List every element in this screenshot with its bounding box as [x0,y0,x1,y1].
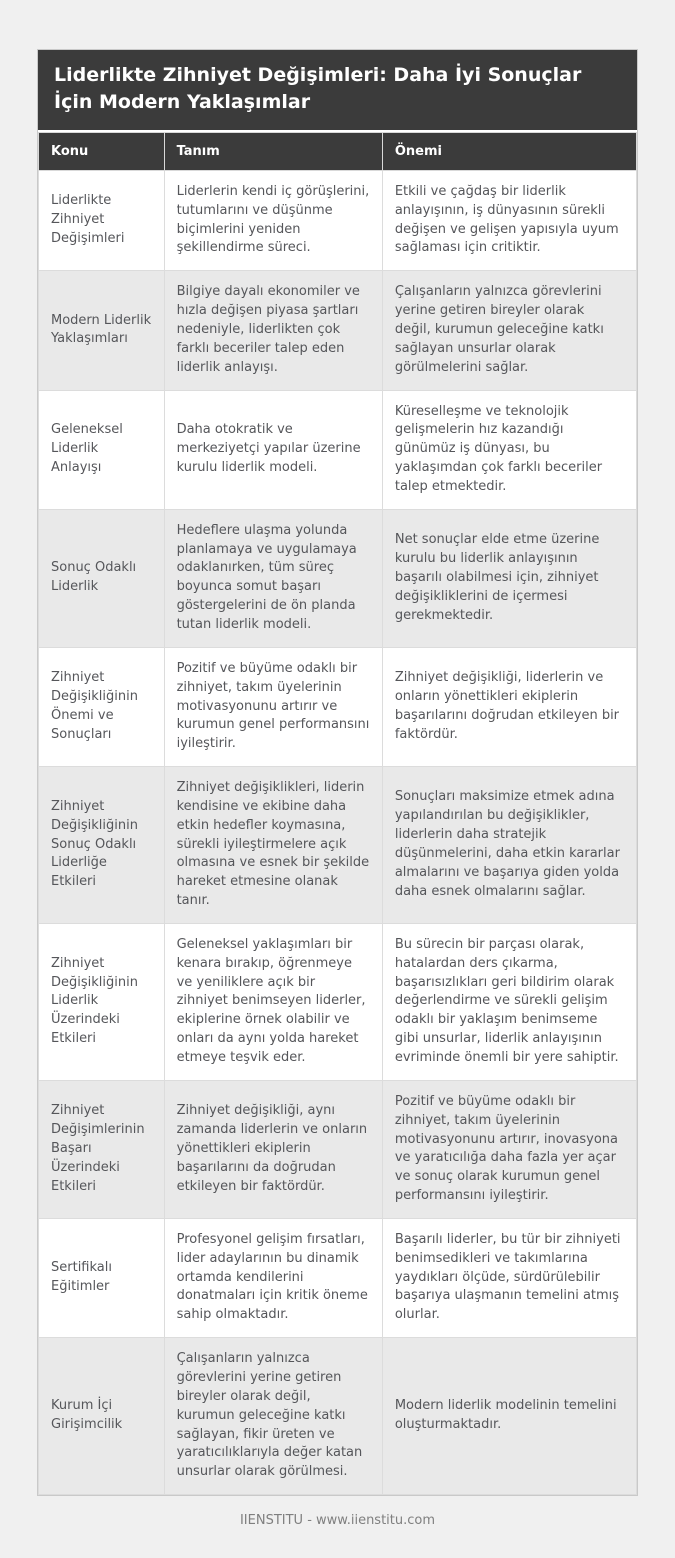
cell-definition: Zihniyet değişikliği, aynı zamanda liderlerin ve onların yönettikleri ekiplerin başarılarını da doğrudan etkileyen bir faktördür. [164,1080,382,1218]
table-row [39,1080,637,1218]
cell-definition: Profesyonel gelişim fırsatları, lider adaylarının bu dinamik ortamda kendilerini donatmaları için kritik öneme sahip olmaktadır. [164,1218,382,1337]
cell-topic: Geleneksel Liderlik Anlayışı [39,390,165,509]
column-header-onemi: Önemi [382,132,636,170]
content-table [38,132,637,1495]
table-row [39,390,637,509]
footer-text: IIENSTITU - www.iienstitu.com [239,1513,436,1529]
cell-definition: Pozitif ve büyüme odaklı bir zihniyet, takım üyelerinin motivasyonunu artırır ve kurumun genel performansını iyileştirir. [164,647,382,766]
cell-importance: Zihniyet değişikliği, liderlerin ve onların yönettikleri ekiplerin başarılarını doğrudan etkileyen bir faktördür. [382,647,636,766]
cell-importance: Küreselleşme ve teknolojik gelişmelerin hız kazandığı günümüz iş dünyası, bu yaklaşımdan çok farklı beceriler talep etmektedir. [382,390,636,509]
table-row [39,767,637,924]
table-header-row [39,132,637,170]
cell-importance: Pozitif ve büyüme odaklı bir zihniyet, takım üyelerinin motivasyonunu artırır, inovasyona ve yaratıcılığa daha fazla yer açar ve sonuç olarak kurumun genel performansını iyileştirir. [382,1080,636,1218]
column-header-tanim: Tanım [164,132,382,170]
table-row [39,170,637,270]
cell-importance: Çalışanların yalnızca görevlerini yerine getiren bireyler olarak değil, kurumun geleceğine katkı sağlayan unsurlar olarak görülmelerini sağlar. [382,271,636,390]
cell-topic: Zihniyet Değişikliğinin Sonuç Odaklı Liderliğe Etkileri [39,767,165,924]
cell-topic: Sertifikalı Eğitimler [39,1218,165,1337]
cell-topic: Zihniyet Değişikliğinin Önemi ve Sonuçları [39,647,165,766]
cell-definition: Liderlerin kendi iç görüşlerini, tutumlarını ve düşünme biçimlerini yeniden şekillendirme süreci. [164,170,382,270]
table-row [39,1338,637,1495]
cell-importance: Net sonuçlar elde etme üzerine kurulu bu liderlik anlayışının başarılı olabilmesi için, zihniyet değişikliklerini de içermesi gerekmektedir. [382,509,636,647]
cell-importance: Başarılı liderler, bu tür bir zihniyeti benimsedikleri ve takımlarına yaydıkları ölçüde, sürdürülebilir başarıya ulaşmanın temelini atmış olurlar. [382,1218,636,1337]
page-title: Liderlikte Zihniyet Değişimleri: Daha İyi Sonuçlar İçin Modern Yaklaşımlar [38,50,637,132]
cell-topic: Zihniyet Değişikliğinin Liderlik Üzerindeki Etkileri [39,923,165,1080]
cell-definition: Geleneksel yaklaşımları bir kenara bırakıp, öğrenmeye ve yeniliklere açık bir zihniyet benimseyen liderler, ekiplerine örnek olabilir ve onları da aynı yolda hareket etmeye teşvik eder. [164,923,382,1080]
cell-definition: Bilgiye dayalı ekonomiler ve hızla değişen piyasa şartları nedeniyle, liderlikten çok farklı beceriler talep eden liderlik anlayışı. [164,271,382,390]
cell-topic: Modern Liderlik Yaklaşımları [39,271,165,390]
cell-importance: Modern liderlik modelinin temelini oluşturmaktadır. [382,1338,636,1495]
cell-definition: Çalışanların yalnızca görevlerini yerine getiren bireyler olarak değil, kurumun geleceğine katkı sağlayan, fikir üreten ve yaratıcılıklarıyla değer katan unsurlar olarak görülmesi. [164,1338,382,1495]
cell-definition: Hedeflere ulaşma yolunda planlamaya ve uygulamaya odaklanırken, tüm süreç boyunca somut başarı göstergelerini de ön planda tutan liderlik modeli. [164,509,382,647]
table-card [37,49,638,1496]
table-row [39,647,637,766]
table-row [39,1218,637,1337]
table-row [39,271,637,390]
column-header-konu: Konu [39,132,165,170]
table-row [39,923,637,1080]
cell-definition: Zihniyet değişiklikleri, liderin kendisine ve ekibine daha etkin hedefler koymasına, sürekli iyileştirmelere açık olmasına ve esnek bir şekilde hareket etmesine olanak tanır. [164,767,382,924]
cell-definition: Daha otokratik ve merkeziyetçi yapılar üzerine kurulu liderlik modeli. [164,390,382,509]
table-row [39,509,637,647]
cell-topic: Kurum İçi Girişimcilik [39,1338,165,1495]
cell-topic: Zihniyet Değişimlerinin Başarı Üzerindeki Etkileri [39,1080,165,1218]
cell-topic: Liderlikte Zihniyet Değişimleri [39,170,165,270]
cell-topic: Sonuç Odaklı Liderlik [39,509,165,647]
cell-importance: Etkili ve çağdaş bir liderlik anlayışının, iş dünyasının sürekli değişen ve gelişen yapısıyla uyum sağlaması için critiktir. [382,170,636,270]
cell-importance: Bu sürecin bir parçası olarak, hatalardan ders çıkarma, başarısızlıkları geri bildirim olarak değerlendirme ve sürekli gelişim odaklı bir yaklaşım benimseme gibi unsurlar, liderlik anlayışının evriminde önemli bir yere sahiptir. [382,923,636,1080]
cell-importance: Sonuçları maksimize etmek adına yapılandırılan bu değişiklikler, liderlerin daha stratejik düşünmelerini, daha etkin kararlar almalarını ve başarıya giden yolda daha esnek olmalarını sağlar. [382,767,636,924]
